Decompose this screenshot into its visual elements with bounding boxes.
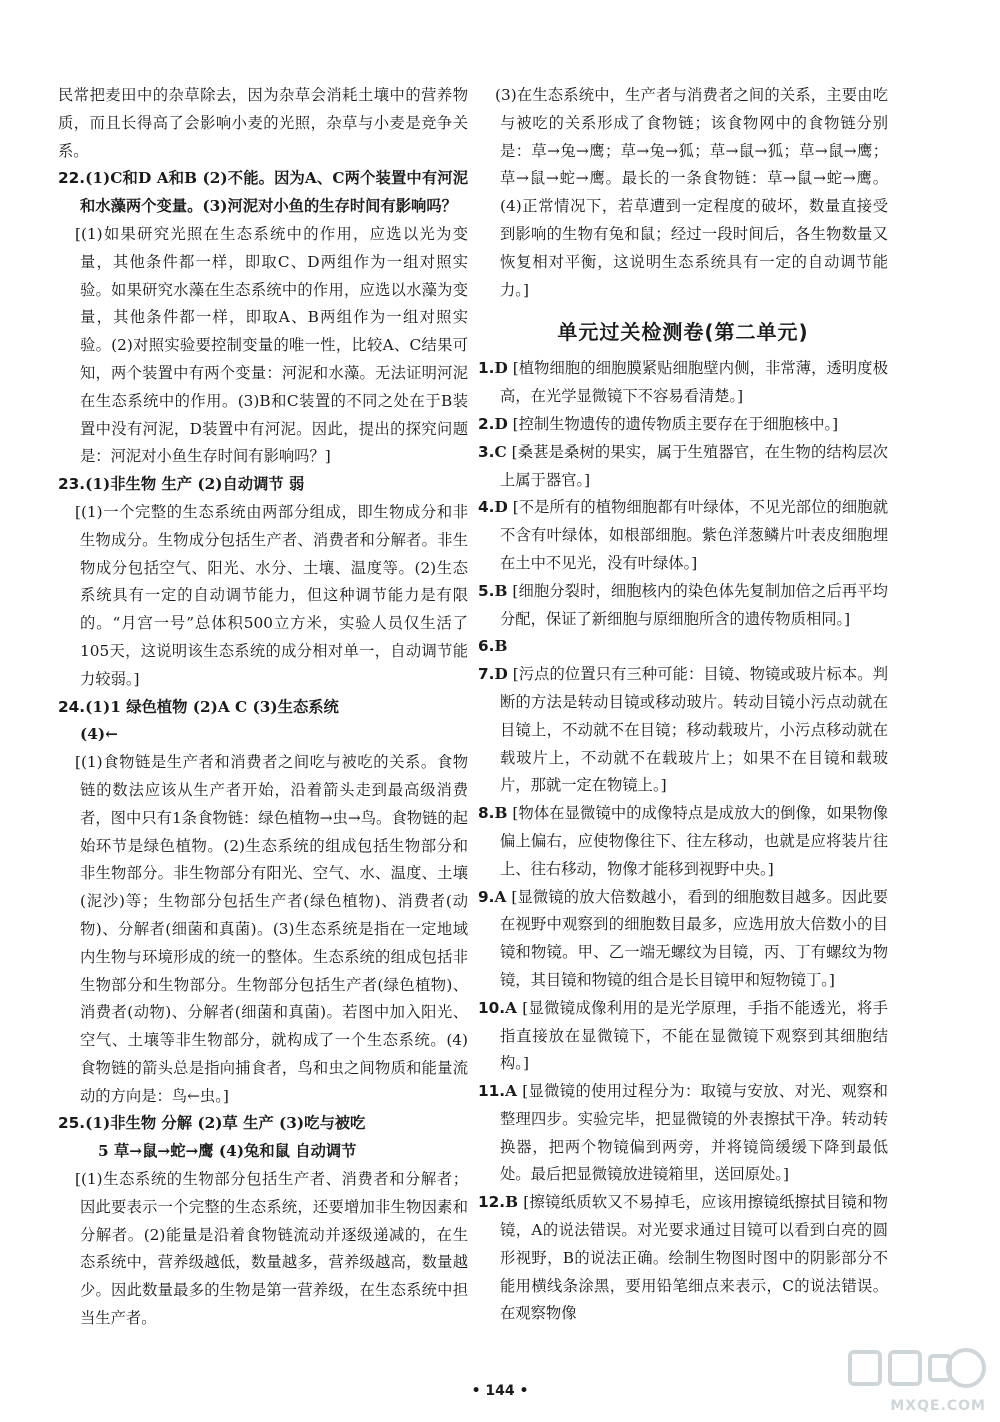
question-number: 2.	[478, 414, 495, 433]
question-number: 10.	[478, 998, 506, 1017]
answer-item	[478, 411, 888, 439]
question-number: 23.	[58, 475, 86, 494]
answer-item	[478, 995, 888, 1078]
question-number: 9.	[478, 887, 495, 906]
explanation: [显微镜的放大倍数越小，看到的细胞数目越多。因此要在视野中观察到的细胞数目最多，应选用放大倍数小的目镜和物镜。甲、乙一端无螺纹为目镜，丙、丁有螺纹为物镜，其目镜和物镜的组合是长目镜甲和短物镜丁。]	[500, 887, 888, 989]
question-number: 1.	[478, 359, 495, 378]
right-intro: (3)在生态系统中，生产者与消费者之间的关系，主要由吃与被吃的关系形成了食物链；该食物网中的食物链分别是：草→兔→鹰；草→兔→狐；草→鼠→狐；草→鼠→鹰；草→鼠→蛇→鹰。最长的一条食物链：草→鼠→蛇→鹰。(4)正常情况下，若草遭到一定程度的破坏，数量直接受到影响的生物有兔和鼠；经过一段时间后，各生物数量又恢复相对平衡，这说明生态系统具有一定的自动调节能力。]	[495, 86, 888, 299]
question-number: 22.	[58, 169, 86, 188]
explanation: [不是所有的植物细胞都有叶绿体，不见光部位的细胞就不含有叶绿体，如根部细胞。紫色洋葱鳞片叶表皮细胞埋在土中不见光，没有叶绿体。]	[500, 498, 888, 572]
explanation-23: [(1)一个完整的生态系统由两部分组成，即生物成分和非生物成分。生物成分包括生产者、消费者和分解者。非生物成分包括空气、阳光、水分、土壤、温度等。(2)生态系统具有一定的自动调节能力，但这种调节能力是有限的。“月宫一号”总体积500立方米，实验人员仅生活了105天，这说明该生态系统的成分相对单一，自动调节能力较弱。]	[75, 502, 468, 688]
explanation: [物体在显微镜中的成像特点是成放大的倒像，如果物像偏上偏右，应使物像往下、往左移动，也就是应将装片往上、往右移动，物像才能移到视野中央。]	[500, 804, 888, 878]
explanation: [污点的位置只有三种可能：目镜、物镜或玻片标本。判断的方法是转动目镜或移动玻片。转动目镜小污点动就在目镜上，不动就不在目镜；移动载玻片，小污点移动就在载玻片上，不动就不在载玻片上；如果不在目镜和载玻片，那就一定在物镜上。]	[500, 665, 888, 795]
answer-choice: D	[494, 665, 508, 684]
explanation-25: [(1)生态系统的生物部分包括生产者、消费者和分解者；因此要表示一个完整的生态系统，还要增加非生物因素和分解者。(2)能量是沿着食物链流动并逐级递减的，在生态系统中，营养级越低，数量越多，营养级越高，数量越少。因此数量最多的生物是第一营养级，在生态系统中担当生产者。	[75, 1170, 468, 1328]
watermark-logo-icon	[846, 1346, 986, 1394]
answer-text: (1)C和D A和B (2)不能。因为A、C两个装置中有河泥和水藻两个变量。(3)河泥对小鱼的生存时间有影响吗？	[80, 169, 468, 216]
explanation: [擦镜纸质软又不易掉毛，应该用擦镜纸擦拭目镜和物镜，A的说法错误。对光要求通过目镜可以看到白亮的圆形视野，B的说法正确。绘制生物图时图中的阴影部分不能用横线条涂黑，要用铅笔细点来表示，C的说法错误。在观察物像	[500, 1193, 888, 1323]
left-column	[58, 82, 468, 1333]
page-number: • 144 •	[471, 1383, 529, 1399]
question-25	[58, 1110, 468, 1138]
question-number: 12.	[478, 1193, 506, 1212]
question-number: 11.	[478, 1082, 506, 1101]
left-intro: 民常把麦田中的杂草除去，因为杂草会消耗土壤中的营养物质，而且长得高了会影响小麦的光照，杂草与小麦是竞争关系。	[58, 86, 468, 160]
answer-choice: A	[505, 1082, 517, 1101]
question-number: 4.	[478, 498, 495, 517]
answer-text: (1)非生物 分解 (2)草 生产 (3)吃与被吃	[85, 1114, 366, 1133]
watermark	[846, 1346, 986, 1414]
question-22	[58, 165, 468, 221]
answer-item	[478, 494, 888, 577]
explanation: [细胞分裂时，细胞核内的染色体先复制加倍之后再平均分配，保证了新细胞与原细胞所含的遗传物质相同。]	[500, 581, 888, 628]
answer-choice: A	[505, 998, 517, 1017]
answer-choice: D	[494, 359, 508, 378]
answer-text-2: (4)←	[80, 725, 118, 744]
answer-text-2: 5 草→鼠→蛇→鹰 (4)兔和鼠 自动调节	[98, 1142, 357, 1161]
answer-item	[478, 1078, 888, 1189]
answer-item	[478, 1189, 888, 1328]
answer-item	[478, 800, 888, 883]
explanation: [植物细胞的细胞膜紧贴细胞壁内侧，非常薄，透明度极高，在光学显微镜下不容易看清楚。]	[500, 359, 888, 406]
answer-choice: B	[494, 804, 508, 823]
question-number: 8.	[478, 804, 495, 823]
watermark-url: MXQE.COM	[890, 1398, 986, 1414]
question-number: 5.	[478, 581, 495, 600]
explanation-24: [(1)食物链是生产者和消费者之间吃与被吃的关系。食物链的数法应该从生产者开始，沿着箭头走到最高级消费者，图中只有1条食物链：绿色植物→虫→鸟。食物链的起始环节是绿色植物。(2)生态系统的组成包括生物部分和非生物部分。非生物部分有阳光、空气、水、温度、土壤(泥沙)等；生物部分包括生产者(绿色植物)、消费者(动物)、分解者(细菌和真菌)。(3)生态系统是指在一定地域内生物与环境形成的统一的整体。生态系统的组成包括非生物部分和生物部分。生物部分包括生产者(绿色植物)、消费者(动物)、分解者(细菌和真菌)。若图中加入阳光、空气、土壤等非生物部分，就构成了一个生态系统。(4)食物链的箭头总是指向捕食者，鸟和虫之间物质和能量流动的方向是：鸟←虫。]	[75, 753, 468, 1105]
answer-item	[478, 355, 888, 411]
question-number: 6.	[478, 637, 495, 656]
explanation-22: [(1)如果研究光照在生态系统中的作用，应选以光为变量，其他条件都一样，即取C、D两组作为一组对照实验。如果研究水藻在生态系统中的作用，应选以水藻为变量，其他条件都一样，即取A、B两组作为一组对照实验。(2)对照实验要控制变量的唯一性，比较A、C结果可知，两个装置中有两个变量：河泥和水藻。无法证明河泥在生态系统中的作用。(3)B和C装置的不同之处在于B装置中没有河泥，D装置中有河泥。因此，提出的探究问题是：河泥对小鱼生存时间有影响吗？]	[75, 224, 468, 466]
question-number: 3.	[478, 442, 495, 461]
answer-choice: B	[494, 581, 508, 600]
answer-choice: D	[494, 498, 508, 517]
right-column	[478, 82, 888, 1328]
question-number: 24.	[58, 697, 86, 716]
question-number: 7.	[478, 665, 495, 684]
answer-choice: C	[494, 442, 507, 461]
question-23	[58, 471, 468, 499]
answer-item	[478, 633, 888, 661]
explanation: [控制生物遗传的遗传物质主要存在于细胞核中。]	[512, 414, 839, 433]
answer-choice: B	[505, 1193, 519, 1212]
explanation: [桑葚是桑树的果实，属于生殖器官，在生物的结构层次上属于器官。]	[500, 442, 888, 489]
section-title: 单元过关检测卷(第二单元)	[557, 320, 809, 345]
question-24	[58, 694, 468, 722]
answer-choice: D	[494, 414, 508, 433]
answer-list	[478, 355, 888, 1328]
answer-item	[478, 884, 888, 995]
answer-choice: B	[494, 637, 508, 656]
answer-choice: A	[494, 887, 507, 906]
answer-item	[478, 578, 888, 634]
explanation: [显微镜成像利用的是光学原理，手指不能透光，将手指直接放在显微镜下，不能在显微镜下观察到其细胞结构。]	[500, 998, 888, 1073]
answer-text: (1)非生物 生产 (2)自动调节 弱	[85, 475, 305, 494]
answer-item	[478, 661, 888, 800]
answer-item	[478, 439, 888, 495]
explanation: [显微镜的使用过程分为：取镜与安放、对光、观察和整理四步。实验完毕，把显微镜的外表擦拭干净。转动转换器，把两个物镜偏到两旁，并将镜筒缓缓下降到最低处。最后把显微镜放进镜箱里，送回原处。]	[500, 1082, 888, 1184]
question-number: 25.	[58, 1114, 86, 1133]
answer-text: (1)1 绿色植物 (2)A C (3)生态系统	[85, 697, 339, 716]
